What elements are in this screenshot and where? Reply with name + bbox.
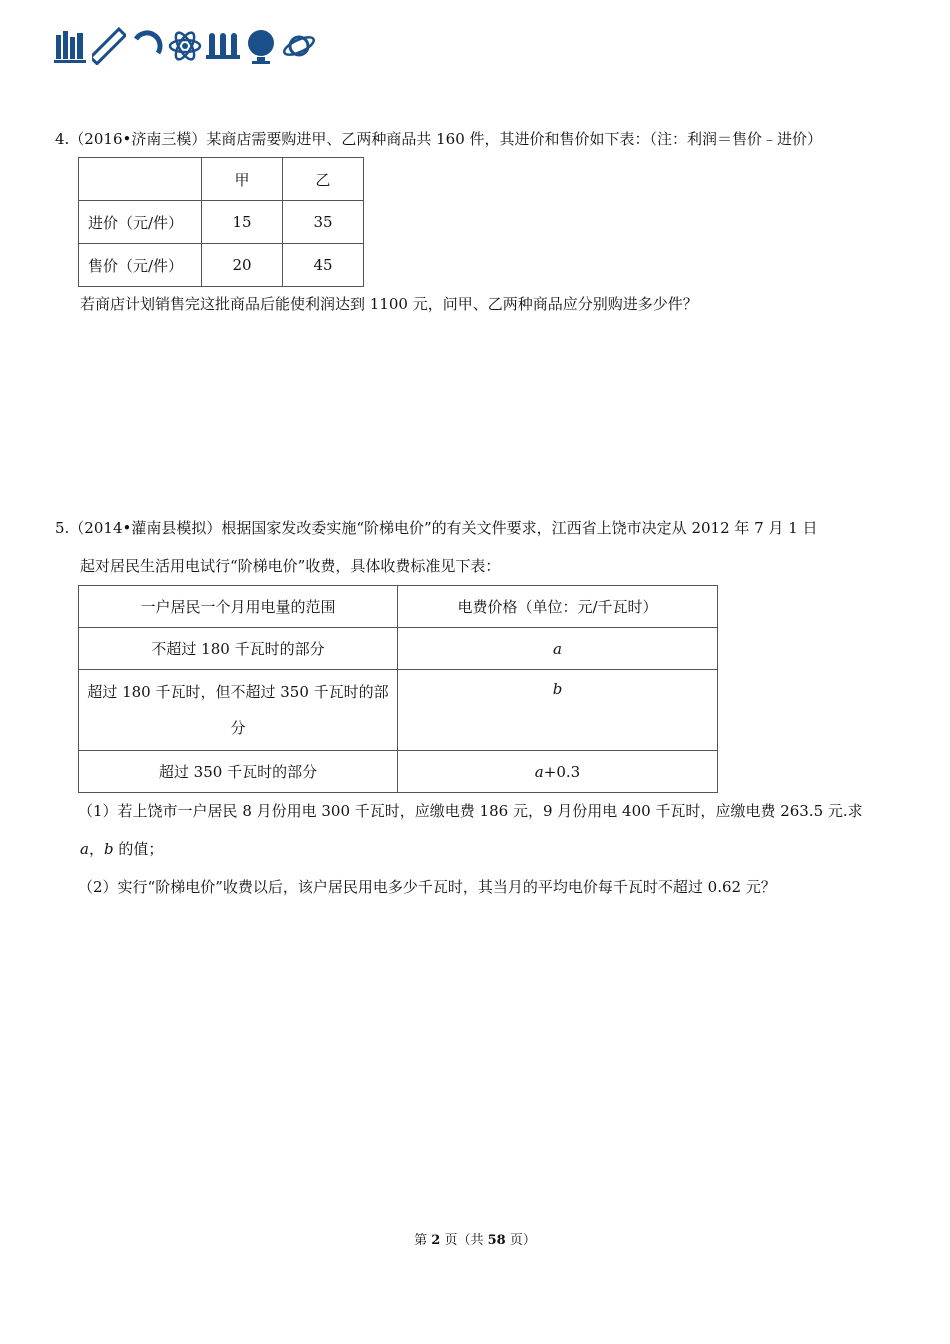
footer-prefix: 第: [414, 1233, 432, 1248]
table-cell: 20: [202, 244, 283, 287]
math-var: a: [80, 840, 89, 858]
table-row: [79, 244, 364, 287]
math-expr: +0.3: [543, 762, 581, 781]
question-5-part2: （2）实行“阶梯电价”收费以后，该户居民用电多少千瓦时，其当月的平均电价每千瓦时不超过 0.62 元？: [78, 878, 776, 896]
question-5-part1-line1: （1）若上饶市一户居民 8 月份用电 300 千瓦时，应缴电费 186 元，9 月份用电 400 千瓦时，应缴电费 263.5 元.求: [78, 802, 863, 820]
table-cell: 35: [283, 201, 364, 244]
table-cell: 15: [202, 201, 283, 244]
total-pages-number: 58: [487, 1233, 506, 1248]
table-cell: [398, 751, 718, 793]
footer-suffix: 页）: [505, 1233, 536, 1248]
table-header: 乙: [283, 158, 364, 201]
separator: ，: [88, 840, 104, 858]
table-row: [79, 628, 718, 670]
table-cell: 超过 350 千瓦时的部分: [79, 751, 398, 793]
table-row: [79, 751, 718, 793]
table-row: [79, 158, 364, 201]
price-table: [78, 157, 364, 287]
current-page-number: 2: [431, 1233, 441, 1248]
magnet-icon: [130, 27, 164, 65]
question-5-line2: 起对居民生活用电试行“阶梯电价”收费，具体收费标准见下表：: [80, 557, 501, 575]
table-cell: b: [398, 670, 718, 751]
table-cell: a: [398, 628, 718, 670]
table-cell: 不超过 180 千瓦时的部分: [79, 628, 398, 670]
footer-mid: 页（共: [440, 1233, 488, 1248]
page-footer: [0, 1229, 950, 1248]
table-header: 电费价格（单位：元/千瓦时）: [398, 586, 718, 628]
question-4-text: 4.（2016•济南三模）某商店需要购进甲、乙两种商品共 160 件，其进价和售价如下表：（注：利润＝售价﹣进价）: [55, 130, 823, 148]
text: 的值；: [113, 840, 164, 858]
table-header: 一户居民一个月用电量的范围: [79, 586, 398, 628]
math-var: b: [103, 840, 114, 858]
atom-icon: [168, 27, 202, 65]
question-5-line1: 5.（2014•灌南县模拟）根据国家发改委实施“阶梯电价”的有关文件要求，江西省上饶市决定从 2012 年 7 月 1 日: [55, 519, 818, 537]
question-4-prompt: 若商店计划销售完这批商品后能使利润达到 1100 元，问甲、乙两种商品应分别购进多少件？: [80, 295, 698, 313]
ruler-icon: [92, 27, 126, 65]
header-icons: [54, 26, 316, 66]
table-cell: 进价（元/件）: [79, 201, 202, 244]
globe-icon: [244, 27, 278, 65]
table-cell: [79, 158, 202, 201]
question-5-part1-line2: [80, 839, 163, 859]
table-row: [79, 670, 718, 751]
table-header: 甲: [202, 158, 283, 201]
table-cell: [79, 670, 398, 751]
table-row: [79, 201, 364, 244]
planet-icon: [282, 27, 316, 65]
table-cell: 售价（元/件）: [79, 244, 202, 287]
cell-text-line: 超过 180 千瓦时，但不超过 350 千瓦时的部: [87, 683, 389, 701]
table-row: [79, 586, 718, 628]
books-icon: [54, 27, 88, 65]
table-cell: 45: [283, 244, 364, 287]
test-tubes-icon: [206, 27, 240, 65]
math-var: a: [534, 762, 544, 781]
cell-text-line: 分: [230, 719, 246, 737]
electricity-price-table: [78, 585, 718, 793]
